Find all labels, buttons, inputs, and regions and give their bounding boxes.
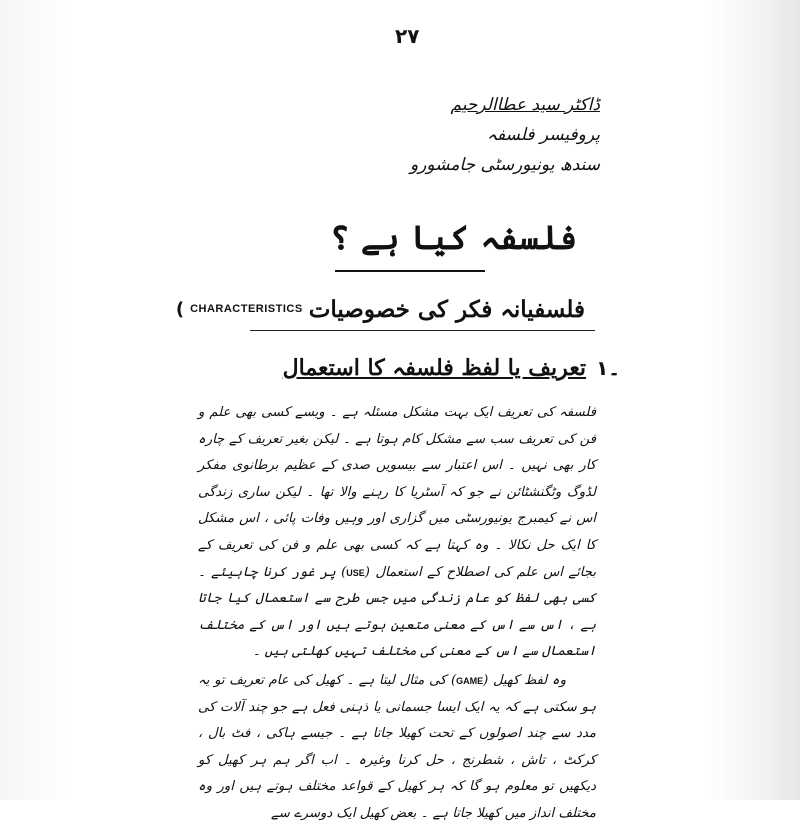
paragraph-2	[198, 668, 596, 828]
page-edge-left	[0, 0, 70, 800]
section-heading	[282, 355, 620, 381]
main-title: فلسفہ کیا ہے ؟	[330, 218, 578, 257]
title-underline	[335, 270, 485, 272]
author-block	[409, 90, 600, 180]
paragraph-2-part-b: ) کی مثال لیتا ہے ۔ کھیل کی عام تعریف تو یہ ہو سکتی ہے کہ یہ ایک ایسا جسمانی یا ذہنی فعل ہے جو چند آلات کی مدد سے چند اصولوں کے تحت کھیلا جاتا ہے ۔ جیسے ہاکی ، فٹ بال ، کرکٹ ، تاش ، شطرنج ، حل کرنا وغیرہ ۔ اب اگر ہم ہر کھیل کو دیکھیں تو معلوم ہو گا کہ ہر کھیل کے قواعد مختلف ہوتے ہیں اور وہ مختلف انداز میں کھیلا جاتا ہے ۔ بعض کھیل ایک دوسرے سے	[198, 672, 596, 821]
game-term: GAME	[456, 675, 484, 686]
author-title: پروفیسر فلسفہ	[486, 125, 600, 145]
subtitle-row	[175, 292, 585, 326]
author-institution: سندھ یونیورسٹی جامشورو	[409, 155, 600, 175]
section-title: تعریف یا لفظ فلسفہ کا استعمال	[282, 355, 587, 381]
paragraph-2-part-a: وہ لفظ کھیل (	[483, 672, 566, 688]
subtitle-paren: (	[175, 298, 185, 320]
paragraph-1-part-b: ) پر غور کرنا چاہیئے ۔ کسی بھی لفظ کو عام زندگی میں جس طرح سے استعمال کیا جاتا ہے ، اس سے اس کے معنی متعین ہوتے ہیں اور اس کے مختلف استعمال سے اس کے معنی کی مختلف تہیں کھلتی ہیں ۔	[198, 564, 596, 660]
subtitle-latin-tag: CHARACTERISTICS	[190, 303, 303, 315]
paragraph-1-part-a: فلسفہ کی تعریف ایک بہت مشکل مسئلہ ہے ۔ ویسے کسی بھی علم و فن کی تعریف سب سے مشکل کام ہوتا ہے ۔ لیکن بغیر تعریف کے چارہ کار بھی نہیں ۔ اس اعتبار سے بیسویں صدی کے عظیم برطانوی مفکر لڈوگ وٹگنشٹائن نے جو کہ آسٹریا کا رہنے والا تھا ۔ لیکن ساری زندگی اس نے کیمبرج یونیورسٹی میں گزاری اور وہیں وفات پائی ، اس مشکل کا ایک حل نکالا ۔ وہ کہتا ہے کہ کسی بھی علم و فن کی تعریف کے بجائے اس علم کی اصطلاح کے استعمال (	[198, 405, 596, 580]
author-name: ڈاکٹر سید عطاالرحیم	[450, 95, 600, 115]
use-term: USE	[346, 567, 365, 578]
page-number: ۲۷	[395, 24, 420, 48]
body-text	[198, 400, 596, 828]
page-edge-right	[705, 0, 800, 800]
paragraph-1	[198, 400, 596, 666]
subtitle: فلسفیانہ فکر کی خصوصیات	[308, 295, 585, 323]
section-number: ۱۔	[596, 356, 620, 380]
heading-rule	[250, 330, 595, 331]
